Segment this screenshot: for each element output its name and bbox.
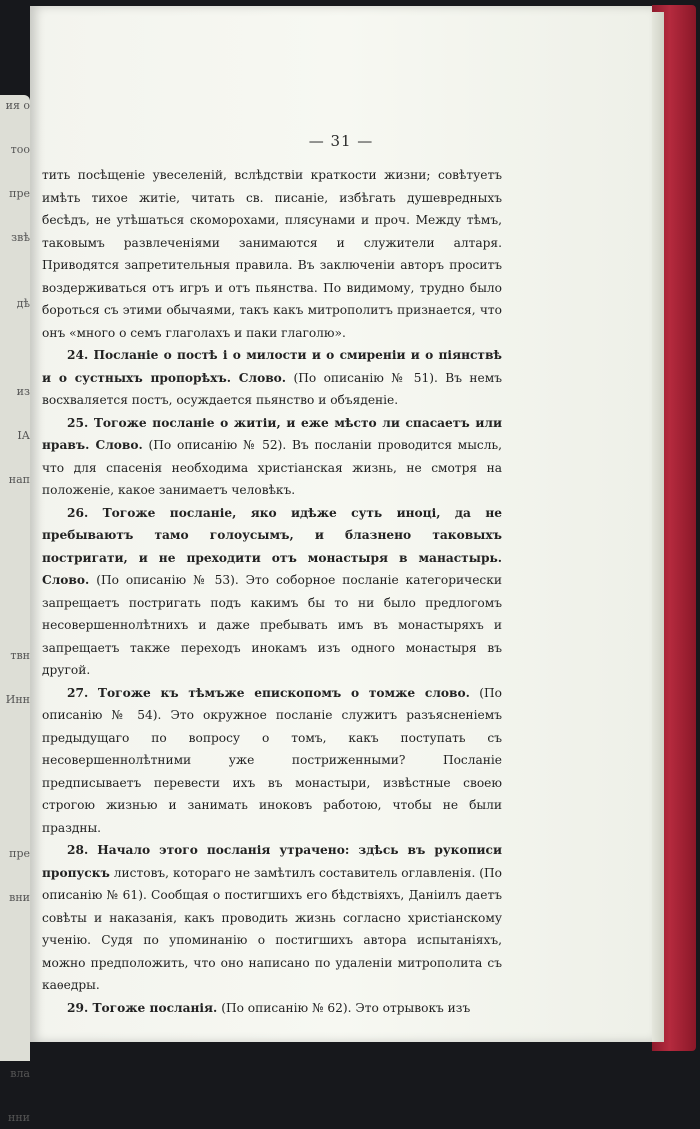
paragraph-heading: 29. Тогожe посланія. <box>67 1000 218 1015</box>
paragraph-heading: 28. Начало этого посланія утрачено: здѣсь въ рукописи пропускъ <box>42 843 502 880</box>
paragraph-body: (По описанію № 51). Въ немъ восхваляется постъ, осуждается пьянство и объяденіе. <box>42 370 502 407</box>
paragraph <box>42 839 502 997</box>
paragraph-body: (По описанію № 54). Это окружное посланіе служитъ разъясненіемъ предыдущаго по вопросу о томъ, какъ поступать съ несовершеннолѣтними уже постриженными? Посланіе предписываетъ перевести ихъ въ монастыри, извѣстные своею строгою жизнью и занимать иноковъ работою, чтобы не были праздны. <box>42 685 502 835</box>
paragraph-body: (По описанію № 53). Это соборное посланіе категорически запрещаетъ постригать подъ какимъ бы то ни было предлогомъ несовершеннолѣтнихъ и даже пребывать имъ въ монастыряхъ и запрещаетъ также переходъ инокамъ изъ одного монастыря въ другой. <box>42 573 503 677</box>
paragraph-body: тить посѣщеніе увеселеній, вслѣдствіи краткости жизни; совѣтуетъ имѣть тихое житіе, читать св. писаніе, избѣгать душевредныхъ бесѣдъ, не утѣшаться скоморохами, плясунами и проч. Между тѣмъ, таковымъ развлеченіями занимаются и служители алтаря. Приводятся запретительныя правила. Въ заключеніи авторъ проситъ воздерживаться отъ игръ и отъ пьянства. По видимому, трудно было бороться съ этими обычаями, такъ какъ митрополитъ признается, что онъ «много о семъ глаголахъ и паки глаголю». <box>42 168 502 340</box>
page-text <box>42 164 502 1019</box>
left-page-fragments: ия о тоо пре звѣ дѣ из ІА нап твн Инн пре вни вла нни <box>5 99 30 1124</box>
page-number: — 31 — <box>308 132 374 150</box>
paragraph <box>42 344 502 412</box>
book-page <box>30 6 652 1042</box>
paragraph-heading: 26. Тогожe посланіе, яко идѣже суть иноці, да не пребываютъ тамо голоусымъ, и блазнено таковыхъ постригати, и не преходити отъ монастыря в манастырь. Слово. <box>42 505 502 587</box>
paragraph-heading: 27. Тогожe къ тѣмъже епископомъ о томже слово. <box>67 685 470 700</box>
paragraph <box>42 164 502 344</box>
paragraph-body: листовъ, котораго не замѣтилъ составитель оглавленія. (По описанію № 61). Сообщая о постигшихъ его бѣдствіяхъ, Даніилъ даетъ совѣты и наказанія, какъ проводить жизнь согласно христіанскому ученію. Судя по упоминанію о постигшихъ автора испытаніяхъ, можно предположить, что оно написано по удаленіи митрополита съ каѳедры. <box>42 865 502 992</box>
paragraph <box>42 997 502 1020</box>
paragraph-body: (По описанію № 62). Это отрывокъ изъ <box>221 1000 471 1015</box>
paragraph <box>42 502 502 682</box>
paragraph-heading: 24. Посланіе о постѣ і о милости и о смиреніи и о піянствѣ и о сустныхъ пропорѣхъ. Слово. <box>42 348 502 385</box>
paragraph <box>42 682 502 840</box>
paragraph-body: (По описанію № 52). Въ посланіи проводится мысль, что для спасенія необходима христіанская жизнь, не смотря на положеніе, какое занимаетъ человѣкъ. <box>42 438 503 497</box>
paragraph-heading: 25. Тогожe посланіе о житіи, и еже мѣсто ли спасаетъ или нравъ. Слово. <box>42 415 502 452</box>
paragraph <box>42 412 502 502</box>
